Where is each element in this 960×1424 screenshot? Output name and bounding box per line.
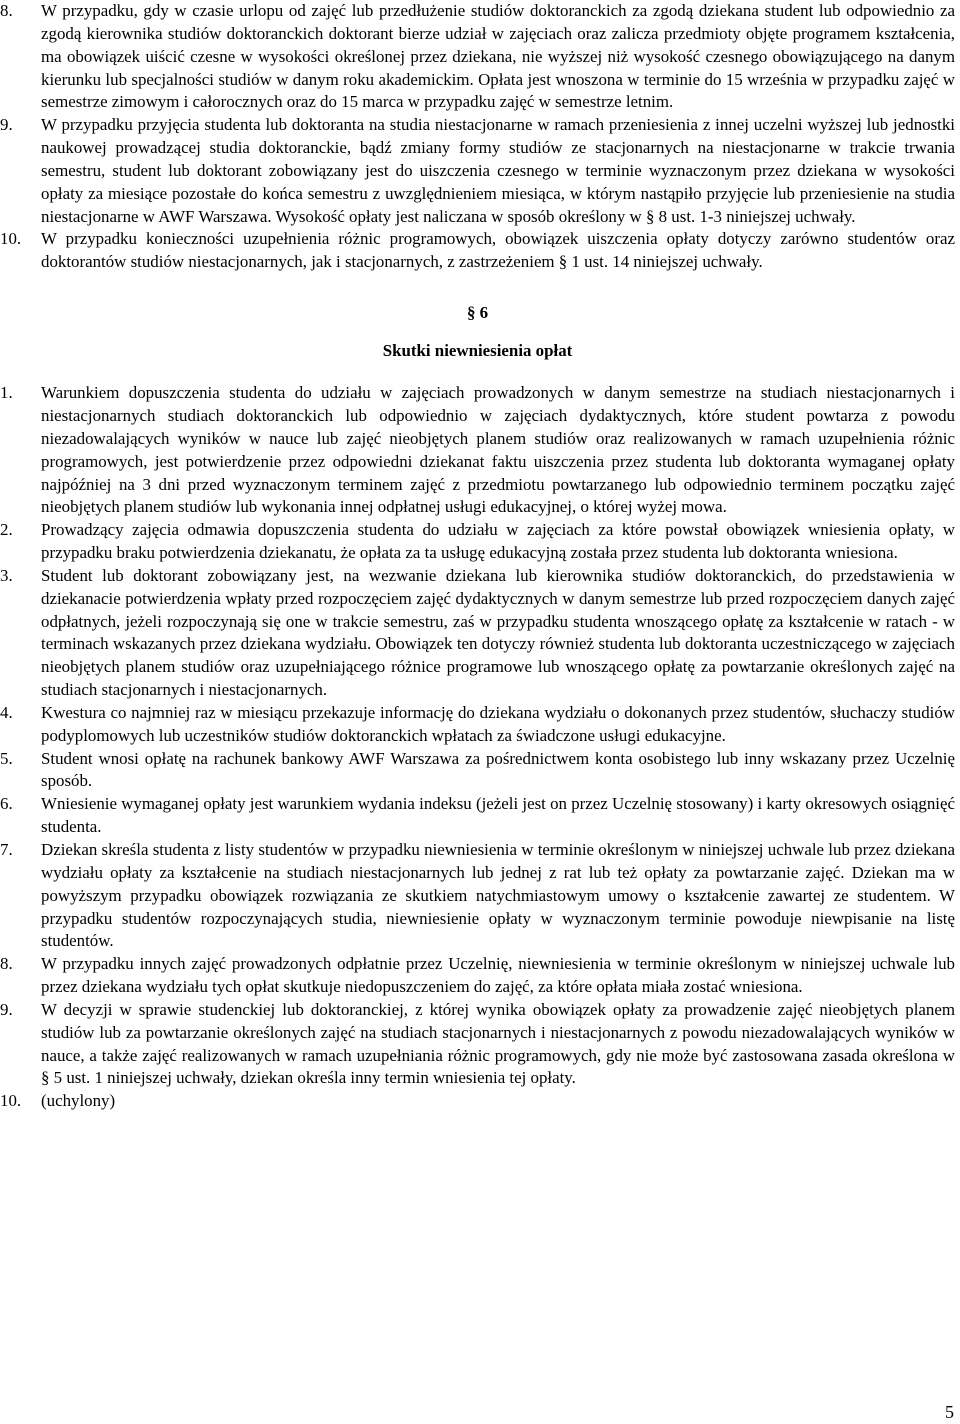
item-number: 8. — [0, 954, 13, 974]
item-number: 6. — [0, 794, 13, 814]
list-item — [0, 228, 955, 274]
section-sign: § 6 — [466, 303, 489, 323]
item-number: 2. — [0, 520, 13, 540]
page-number: 5 — [945, 1402, 954, 1422]
item-number: 10. — [0, 229, 22, 249]
item-number: 9. — [0, 999, 13, 1019]
item-text: Warunkiem dopuszczenia studenta do udziału w zajęciach prowadzonych w danym semestrze na studiach niestacjonarnych i niestacjonarnych studiach doktoranckich lub odpowiednio w zajęciach dydaktycznych, które student powtarza z powodu niezadowalających wyników w nauce lub zajęć nieobjętych planem studiów oraz realizowanych w ramach uzupełnienia różnic programowych, jest potwierdzenie przez odpowiedni dziekanat faktu uiszczenia przez studenta lub doktoranta wymaganej opłaty najpóźniej na 3 dni przed wyznaczonym terminem zajęć z przedmiotu powtarzanego lub odpowiednio terminem początku zajęć nieobjętych planem studiów lub wykonania innej odpłatnej usługi edukacyjnej, o której wyżej mowa. — [41, 383, 955, 517]
item-text: W przypadku przyjęcia studenta lub doktoranta na studia niestacjonarne w ramach przeniesienia z innej uczelni wyższej lub jednostki naukowej prowadzącej studia doktoranckie, bądź zmiany formy studiów ze stacjonarnych na niestacjonarne w trakcie trwania semestru, student lub doktorant zobowiązany jest do uiszczenia czesnego w terminie wyznaczonym przez dziekana w wysokości opłaty za miesiące pozostałe do końca semestru z uwzględnieniem miesiąca, w którym nastąpiło przyjęcie lub przeniesienie na studia niestacjonarne w AWF Warszawa. Wysokość opłaty jest naliczana w sposób określony w § 8 ust. 1-3 niniejszej uchwały. — [41, 115, 955, 226]
item-text: Student wnosi opłatę na rachunek bankowy AWF Warszawa za pośrednictwem konta osobistego lub inny wskazany przez Uczelnię sposób. — [41, 748, 955, 791]
item-text: W przypadku, gdy w czasie urlopu od zajęć lub przedłużenie studiów doktoranckich za zgodą dziekana student lub odpowiednio za zgodą kierownika studiów doktoranckich doktorant bierze udział w zajęciach oraz zalicza przedmioty objęte programem kształcenia, ma obowiązek uiścić czesne w wysokości określonej przez dziekana, nie wyższej niż wysokość czesnego obowiązującego na danym kierunku lub specjalności studiów w danym roku akademickim. Opłata jest wnoszona w terminie do 15 września w przypadku zajęć w semestrze zimowym i całorocznych oraz do 15 marca w przypadku zajęć w semestrze letnim. — [41, 1, 955, 112]
list-item — [0, 519, 955, 565]
list-item — [0, 114, 955, 228]
item-text: Student lub doktorant zobowiązany jest, na wezwanie dziekana lub kierownika studiów doktoranckich, do przedstawienia w dziekanacie potwierdzenia wpłaty przed rozpoczęciem zajęć dydaktycznych w danym semestrze lub przed rozpoczęciem danych zajęć odpłatnych, jeżeli rozpoczynają się one w trakcie semestru, zaś w przypadku studenta wnoszącego opłatę za kształcenie w ratach - w terminach wskazanych przez dziekana wydziału. Obowiązek ten dotyczy również studenta lub doktoranta uczestniczącego w zajęciach nieobjętych planem studiów oraz uzupełniającego różnice programowe lub wnoszącego opłatę za powtarzanie określonych zajęć na studiach stacjonarnych i niestacjonarnych. — [41, 565, 955, 700]
item-text: W decyzji w sprawie studenckiej lub doktoranckiej, z której wynika obowiązek opłaty za prowadzenie zajęć nieobjętych planem studiów lub za powtarzanie określonych zajęć na studiach stacjonarnych i niestacjonarnych z powodu niezadowalających wyników w nauce, a także zajęć realizowanych w ramach uzupełniania różnic programowych, gdy nie może być zastosowana zasada określona w § 5 ust. 1 niniejszej uchwały, dziekan określa inny termin wniesienia tej opłaty. — [41, 999, 955, 1088]
list-item — [0, 702, 955, 748]
item-text: (uchylony) — [41, 1091, 116, 1111]
list-item — [0, 839, 955, 953]
item-text: Prowadzący zajęcia odmawia dopuszczenia studenta do udziału w zajęciach za które powstał obowiązek wniesienia opłaty, w przypadku braku potwierdzenia dziekanatu, że opłata za ta usługę edukacyjną została przez studenta lub doktoranta wniesiona. — [41, 520, 955, 563]
list-item — [0, 748, 955, 794]
item-text: Kwestura co najmniej raz w miesiącu przekazuje informację do dziekana wydziału o dokonanych przez studentów, słuchaczy studiów podyplomowych lub uczestników studiów doktoranckich wpłatach za świadczone usługi edukacyjne. — [41, 702, 955, 745]
list-item — [0, 999, 955, 1090]
list-item — [0, 953, 955, 999]
item-number: 9. — [0, 115, 13, 135]
item-text: W przypadku innych zajęć prowadzonych odpłatnie przez Uczelnię, niewniesienia w terminie określonym w niniejszej uchwale lub przez dziekana wydziału tych opłat skutkuje niedopuszczeniem do zajęć, za które opłata miała zostać wniesiona. — [41, 954, 955, 997]
item-text: Dziekan skreśla studenta z listy studentów w przypadku niewniesienia w terminie określonym w niniejszej uchwale lub przez dziekana wydziału opłaty za kształcenie na studiach niestacjonarnych lub jednej z rat lub też opłaty za powtarzanie zajęć. Dziekan ma w powyższym przypadku obowiązek rozwiązania ze skutkiem natychmiastowym umowy o kształcenie zawartej ze studentem. W przypadku studentów rozpoczynających studia, niewniesienie opłaty w wyznaczonym terminie powoduje niewpisanie na listę studentów. — [41, 840, 955, 951]
paragraph-list-continuation — [0, 0, 960, 274]
section-title: Skutki niewniesienia opłat — [382, 341, 573, 361]
item-number: 3. — [0, 565, 13, 585]
list-item — [0, 382, 955, 519]
list-item — [0, 565, 955, 702]
item-number: 7. — [0, 840, 13, 859]
item-number: 8. — [0, 1, 13, 20]
item-text: Wniesienie wymaganej opłaty jest warunkiem wydania indeksu (jeżeli jest on przez Uczelnię stosowany) i karty okresowych osiągnięć studenta. — [41, 794, 955, 837]
item-number: 5. — [0, 748, 13, 768]
item-number: 4. — [0, 702, 13, 722]
list-item — [0, 793, 955, 839]
item-text: W przypadku konieczności uzupełnienia różnic programowych, obowiązek uiszczenia opłaty dotyczy zarówno studentów oraz doktorantów studiów niestacjonarnych, jak i stacjonarnych, z zastrzeżeniem § 1 ust. 14 niniejszej uchwały. — [41, 229, 955, 272]
list-item — [0, 0, 955, 114]
item-number: 10. — [0, 1091, 22, 1111]
item-number: 1. — [0, 383, 13, 403]
list-item — [0, 1090, 955, 1113]
paragraph-list-section-6 — [0, 382, 960, 1113]
